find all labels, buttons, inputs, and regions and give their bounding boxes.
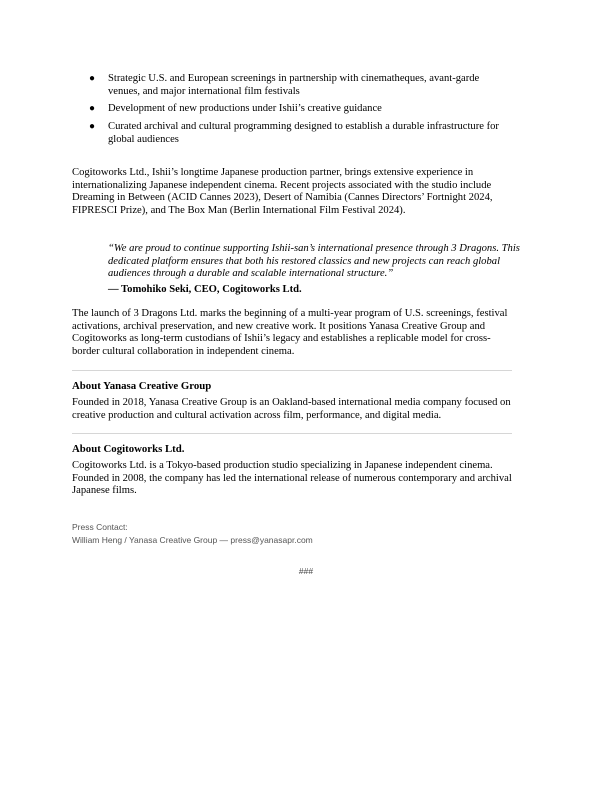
bullet-icon: ●	[89, 103, 96, 115]
about-yanasa-heading: About Yanasa Creative Group	[72, 380, 212, 392]
bullet-icon: ●	[89, 73, 96, 84]
about-cogitoworks-body: Cogitoworks Ltd. is a Tokyo-based production studio specializing in Japanese independent cinema. Founded in 2008, the company has led the international release of numerous contemporary and archival Japanese films.	[72, 460, 512, 497]
press-contact-details: William Heng / Yanasa Creative Group — press@yanasapr.com	[72, 534, 313, 545]
partner-paragraph: Cogitoworks Ltd., Ishii’s longtime Japanese production partner, brings extensive experience in internationalizing Japanese independent cinema. Recent projects associated with the studio include Dreaming in Between (ACID Cannes 2023), Desert of Namibia (Cannes Directors’ Fortnight 2024, FIPRESCI Prize), and The Box Man (Berlin International Film Festival 2024).	[72, 167, 493, 217]
list-item	[72, 121, 512, 146]
list-item-text: Development of new productions under Ishii’s creative guidance	[108, 103, 382, 115]
list-item	[72, 103, 512, 116]
ceo-quote: “We are proud to continue supporting Ishii-san’s international presence through 3 Dragons. This dedicated platform ensures that both his restored classics and new projects can reach global audiences through a durable and scalable international structure.”	[108, 243, 520, 280]
list-item-text: Curated archival and cultural programming designed to establish a durable infrastructure for global audiences	[108, 121, 499, 145]
section-divider	[72, 370, 512, 371]
list-item	[72, 73, 512, 98]
initiatives-list	[72, 73, 512, 152]
about-yanasa-body: Founded in 2018, Yanasa Creative Group is an Oakland-based international media company focused on creative production and cultural activation across film, performance, and digital media.	[72, 397, 511, 421]
list-item-text: Strategic U.S. and European screenings in partnership with cinematheques, avant-garde venues, and major international film festivals	[108, 73, 480, 97]
press-contact-label: Press Contact:	[72, 522, 128, 532]
about-cogitoworks-heading: About Cogitoworks Ltd.	[72, 443, 185, 455]
press-contact	[72, 521, 313, 546]
section-divider	[72, 433, 512, 434]
end-mark: ###	[298, 566, 314, 576]
launch-paragraph: The launch of 3 Dragons Ltd. marks the beginning of a multi-year program of U.S. screenings, festival activations, archival preservation, and new creative work. It positions Yanasa Creative Group and Cogitoworks as long-term custodians of Ishii’s legacy and establishes a replicable model for cross-border cultural collaboration in independent cinema.	[72, 308, 508, 358]
quote-attribution: — Tomohiko Seki, CEO, Cogitoworks Ltd.	[108, 284, 302, 295]
bullet-icon: ●	[89, 121, 96, 133]
